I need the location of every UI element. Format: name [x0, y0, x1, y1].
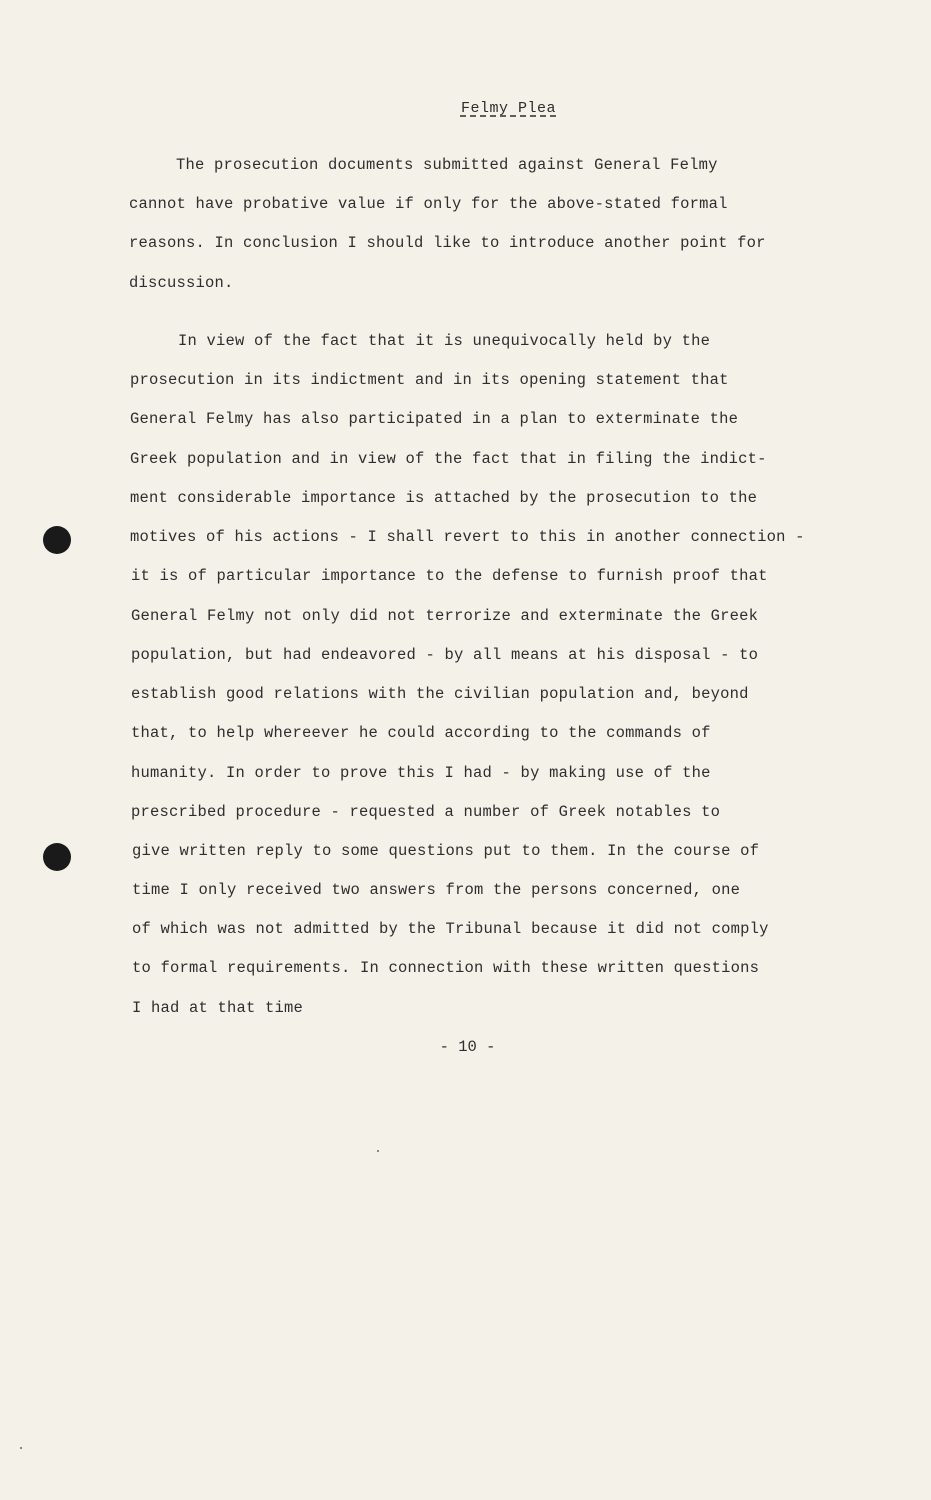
page-number-text: - 10 - [439, 1038, 496, 1056]
paragraph-2-line: give written reply to some questions put to them. In the course of [132, 842, 760, 860]
paragraph-1-line: discussion. [129, 274, 234, 292]
paragraph-2-line: motives of his actions - I shall revert to this in another connection - [130, 528, 805, 546]
paragraph-2-line: General Felmy has also participated in a plan to exterminate the [130, 410, 739, 428]
paragraph-2-line: population, but had endeavored - by all means at his disposal - to [131, 646, 759, 664]
paragraph-2-line: that, to help whereever he could according to the commands of [131, 724, 711, 742]
punch-hole [43, 526, 71, 554]
paragraph-2-line: to formal requirements. In connection with these written questions [132, 959, 760, 977]
page-title [0, 100, 931, 117]
paragraph-2-line: time I only received two answers from the persons concerned, one [132, 881, 741, 899]
paragraph-1-line: The prosecution documents submitted against General Felmy [176, 156, 718, 174]
paragraph-2-line: it is of particular importance to the defense to furnish proof that [131, 567, 768, 585]
page-title-text: Felmy Plea [460, 100, 556, 117]
paragraph-2-line: establish good relations with the civilian population and, beyond [131, 685, 749, 703]
paragraph-2-line: prosecution in its indictment and in its opening statement that [130, 371, 729, 389]
paragraph-2-line: of which was not admitted by the Tribunal because it did not comply [132, 920, 769, 938]
paragraph-1-line: cannot have probative value if only for the above-stated formal [129, 195, 728, 213]
paper-speck [20, 1447, 22, 1449]
page-number [0, 1038, 931, 1056]
punch-hole [43, 843, 71, 871]
paragraph-2-line: prescribed procedure - requested a number of Greek notables to [131, 803, 721, 821]
paragraph-2-line: humanity. In order to prove this I had - by making use of the [131, 764, 711, 782]
paragraph-1-line: reasons. In conclusion I should like to introduce another point for [129, 234, 766, 252]
paragraph-2-line: General Felmy not only did not terrorize and exterminate the Greek [131, 607, 759, 625]
paragraph-2-line: ment considerable importance is attached by the prosecution to the [130, 489, 758, 507]
paragraph-2-line: I had at that time [132, 999, 304, 1017]
paragraph-2-line: Greek population and in view of the fact that in filing the indict- [130, 450, 767, 468]
paper-speck [377, 1150, 379, 1152]
paragraph-2-line: In view of the fact that it is unequivocally held by the [178, 332, 711, 350]
